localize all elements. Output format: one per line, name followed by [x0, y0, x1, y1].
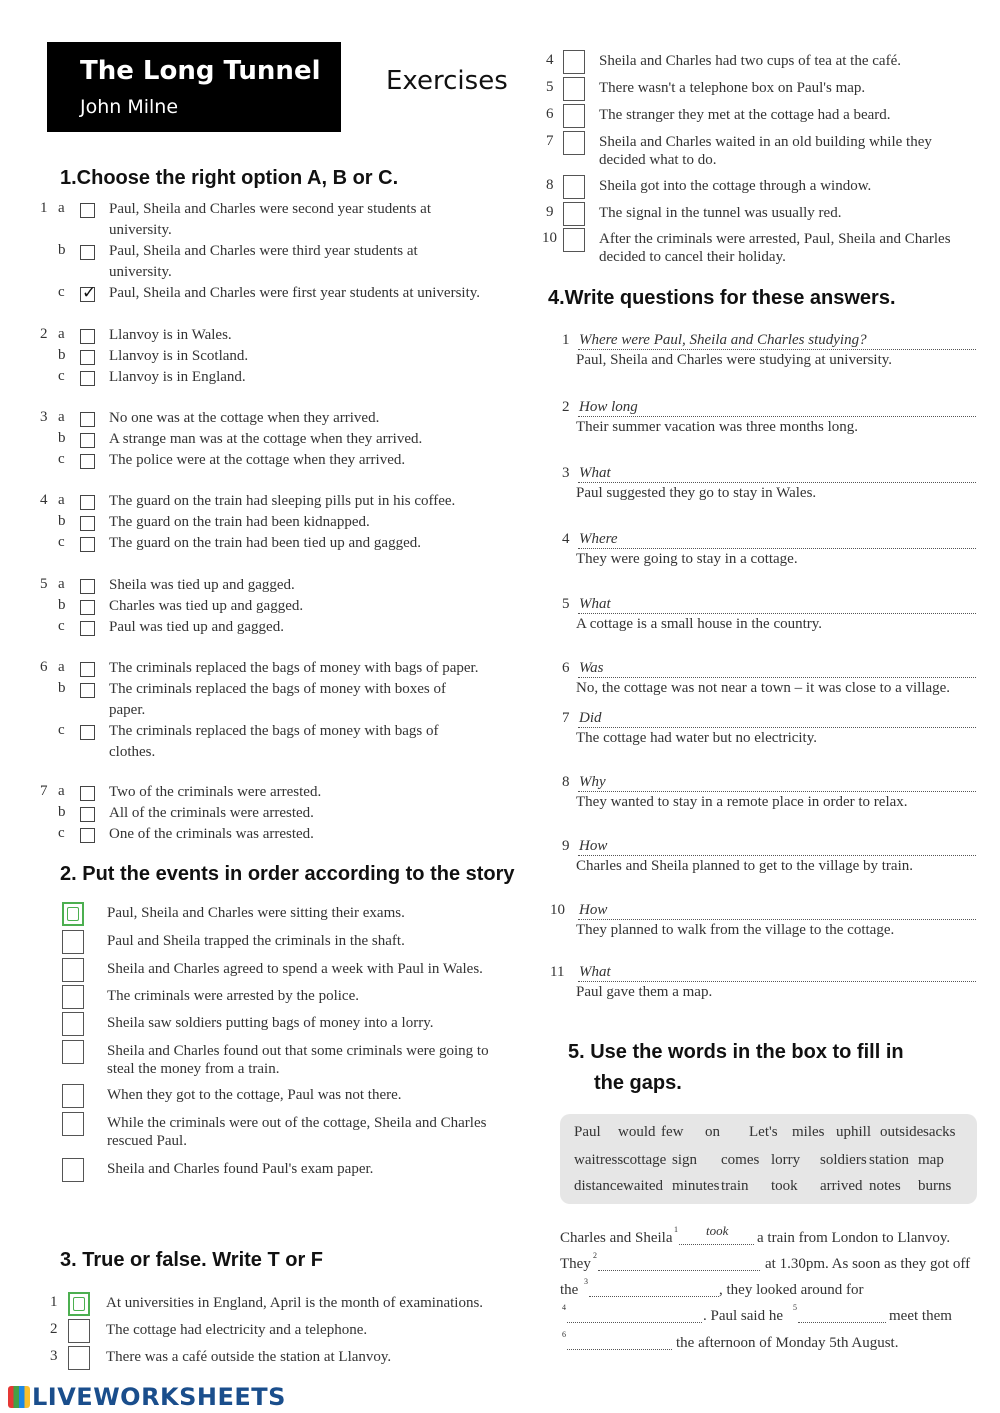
- given-answer: Their summer vacation was three months long.: [576, 419, 859, 435]
- word-box-item: uphill: [836, 1124, 872, 1140]
- option-text: Paul, Sheila and Charles were second year students at: [109, 201, 431, 217]
- question-input-line[interactable]: [578, 855, 976, 856]
- option-checkbox[interactable]: [80, 828, 95, 843]
- option-text: Llanvoy is in Scotland.: [109, 348, 249, 364]
- section5-heading-line1: 5. Use the words in the box to fill in: [568, 1041, 904, 1063]
- tf-text: After the criminals were arrested, Paul, Sheila and Charles: [599, 231, 951, 247]
- event-order-box[interactable]: [62, 902, 84, 926]
- question-prompt: Where were Paul, Sheila and Charles studying?: [579, 332, 867, 348]
- option-text: The criminals replaced the bags of money with boxes of: [109, 681, 446, 697]
- option-letter: b: [58, 680, 66, 696]
- question-number: 8: [562, 774, 570, 790]
- exercises-label: Exercises: [386, 66, 508, 96]
- word-box-item: miles: [792, 1124, 825, 1140]
- option-checkbox[interactable]: [80, 245, 95, 260]
- question-input-line[interactable]: [578, 727, 976, 728]
- option-letter: a: [58, 576, 65, 592]
- option-checkbox[interactable]: [80, 287, 95, 302]
- gap-input-2[interactable]: [598, 1270, 760, 1271]
- question-prompt: What: [579, 465, 611, 481]
- tf-number: 9: [546, 204, 554, 220]
- question-number: 3: [562, 465, 570, 481]
- tf-text: There was a café outside the station at Llanvoy.: [106, 1349, 392, 1365]
- gap-sup-6: 6: [562, 1330, 566, 1339]
- option-letter: a: [58, 409, 65, 425]
- given-answer: A cottage is a small house in the country.: [576, 616, 823, 632]
- tf-number: 2: [50, 1321, 58, 1337]
- tf-number: 4: [546, 52, 554, 68]
- gap-line3-start: the: [560, 1282, 579, 1298]
- option-letter: c: [58, 451, 65, 467]
- tf-answer-box[interactable]: [563, 77, 585, 101]
- option-checkbox[interactable]: [80, 725, 95, 740]
- event-text: The criminals were arrested by the police.: [107, 988, 359, 1004]
- option-letter: a: [58, 783, 65, 799]
- word-box-item: burns: [918, 1178, 952, 1194]
- question-input-line[interactable]: [578, 482, 976, 483]
- section5-heading-line2: the gaps.: [594, 1072, 682, 1094]
- word-box-item: sacks: [923, 1124, 956, 1140]
- event-text: Sheila and Charles agreed to spend a week with Paul in Wales.: [107, 961, 483, 977]
- option-checkbox[interactable]: [80, 329, 95, 344]
- option-text: university.: [109, 222, 172, 238]
- word-box: [560, 1114, 977, 1204]
- option-letter: b: [58, 430, 66, 446]
- event-order-box[interactable]: [62, 1040, 84, 1064]
- gap-line2-start: They: [560, 1256, 591, 1272]
- gap-sup-3: 3: [584, 1277, 588, 1286]
- event-order-box[interactable]: [62, 1112, 84, 1136]
- gap-line4-end: meet them: [889, 1308, 952, 1324]
- question-input-line[interactable]: [578, 791, 976, 792]
- word-box-item: cottage: [623, 1152, 667, 1168]
- event-order-box[interactable]: [62, 985, 84, 1009]
- option-text: Llanvoy is in England.: [109, 369, 246, 385]
- question-prompt: What: [579, 596, 611, 612]
- word-box-item: lorry: [771, 1152, 801, 1168]
- option-text: Paul was tied up and gagged.: [109, 619, 284, 635]
- given-answer: The cottage had water but no electricity.: [576, 730, 818, 746]
- question-number: 2: [562, 399, 570, 415]
- section3-heading: 3. True or false. Write T or F: [60, 1249, 324, 1271]
- option-letter: a: [58, 659, 65, 675]
- question-prompt: Did: [579, 710, 602, 726]
- tf-answer-box[interactable]: [563, 50, 585, 74]
- option-text: Paul, Sheila and Charles were third year students at: [109, 243, 418, 259]
- option-letter: c: [58, 618, 65, 634]
- event-text: Paul, Sheila and Charles were sitting their exams.: [107, 905, 405, 921]
- event-text: Paul and Sheila trapped the criminals in the shaft.: [107, 933, 405, 949]
- question-number: 2: [40, 326, 48, 342]
- question-prompt: How long: [579, 399, 638, 415]
- section4-heading: 4.Write questions for these answers.: [548, 287, 896, 309]
- option-text: The guard on the train had been tied up and gagged.: [109, 535, 421, 551]
- question-number: 7: [40, 783, 48, 799]
- gap-line2-end: at 1.30pm. As soon as they got off: [765, 1256, 971, 1272]
- option-checkbox[interactable]: [80, 433, 95, 448]
- option-checkbox[interactable]: [80, 516, 95, 531]
- event-text: Sheila and Charles found out that some criminals were going to: [107, 1043, 489, 1059]
- option-checkbox[interactable]: [80, 350, 95, 365]
- question-input-line[interactable]: [578, 919, 976, 920]
- option-text: paper.: [109, 702, 146, 718]
- given-answer: They were going to stay in a cottage.: [576, 551, 798, 567]
- liveworksheets-logo-icon: [8, 1386, 30, 1408]
- option-checkbox[interactable]: [80, 807, 95, 822]
- section2-heading: 2. Put the events in order according to the story: [60, 863, 515, 885]
- question-input-line[interactable]: [578, 416, 976, 417]
- option-letter: b: [58, 597, 66, 613]
- event-order-box[interactable]: [62, 958, 84, 982]
- section1-heading: 1.Choose the right option A, B or C.: [60, 167, 399, 189]
- author-name: John Milne: [80, 96, 179, 118]
- gap-sup-1: 1: [674, 1225, 678, 1234]
- question-input-line[interactable]: [578, 548, 976, 549]
- question-number: 6: [562, 660, 570, 676]
- tf-text: The signal in the tunnel was usually red.: [599, 205, 842, 221]
- word-box-item: sign: [672, 1152, 698, 1168]
- option-text: Charles was tied up and gagged.: [109, 598, 304, 614]
- question-number: 5: [562, 596, 570, 612]
- option-text: One of the criminals was arrested.: [109, 826, 314, 842]
- gap-line4-mid: . Paul said he: [703, 1308, 783, 1324]
- gap-line5-end: the afternoon of Monday 5th August.: [676, 1335, 899, 1351]
- event-order-box[interactable]: [62, 930, 84, 954]
- liveworksheets-logo: [8, 1383, 286, 1411]
- question-input-line[interactable]: [578, 613, 976, 614]
- option-checkbox[interactable]: [80, 537, 95, 552]
- word-box-item: minutes: [672, 1178, 720, 1194]
- question-number: 9: [562, 838, 570, 854]
- gap-input-4[interactable]: [567, 1322, 702, 1323]
- word-box-item: arrived: [820, 1178, 863, 1194]
- word-box-item: few: [661, 1124, 684, 1140]
- option-checkbox[interactable]: [80, 579, 95, 594]
- option-checkbox[interactable]: [80, 203, 95, 218]
- tf-number: 3: [50, 1348, 58, 1364]
- word-box-item: Paul: [574, 1124, 601, 1140]
- given-answer: Paul gave them a map.: [576, 984, 713, 1000]
- tf-answer-box[interactable]: [563, 131, 585, 155]
- tf-number: 6: [546, 106, 554, 122]
- tf-text: Sheila got into the cottage through a window.: [599, 178, 872, 194]
- tf-text: Sheila and Charles waited in an old building while they: [599, 134, 932, 150]
- option-letter: a: [58, 326, 65, 342]
- event-text: rescued Paul.: [107, 1133, 187, 1149]
- event-order-box[interactable]: [62, 1012, 84, 1036]
- question-number: 10: [550, 902, 565, 918]
- gap-input-6[interactable]: [567, 1349, 672, 1350]
- tf-answer-box[interactable]: [563, 104, 585, 128]
- event-text: While the criminals were out of the cottage, Sheila and Charles: [107, 1115, 487, 1131]
- tf-answer-box[interactable]: [563, 202, 585, 226]
- question-input-line[interactable]: [578, 677, 976, 678]
- gap-line1-end: a train from London to Llanvoy.: [757, 1230, 951, 1246]
- gap-sup-2: 2: [593, 1251, 597, 1260]
- option-checkbox[interactable]: [80, 412, 95, 427]
- option-text: clothes.: [109, 744, 156, 760]
- option-text: Llanvoy is in Wales.: [109, 327, 232, 343]
- question-number: 11: [550, 964, 565, 980]
- word-box-item: waited: [623, 1178, 663, 1194]
- logo-text: LIVEWORKSHEETS: [32, 1383, 286, 1411]
- option-letter: b: [58, 347, 66, 363]
- question-number: 1: [562, 332, 570, 348]
- option-text: The guard on the train had sleeping pills put in his coffee.: [109, 493, 456, 509]
- option-checkbox[interactable]: [80, 454, 95, 469]
- option-letter: b: [58, 242, 66, 258]
- question-number: 3: [40, 409, 48, 425]
- tf-answer-box[interactable]: [68, 1346, 90, 1370]
- gap-input-1[interactable]: [679, 1244, 754, 1245]
- word-box-item: on: [705, 1124, 720, 1140]
- word-box-item: map: [918, 1152, 944, 1168]
- word-box-item: soldiers: [820, 1152, 867, 1168]
- gap-answer-1: took: [706, 1223, 729, 1238]
- tf-text: The stranger they met at the cottage had a beard.: [599, 107, 891, 123]
- worksheet-title: The Long Tunnel: [80, 56, 321, 86]
- word-box-item: station: [869, 1152, 909, 1168]
- tf-number: 10: [542, 230, 557, 246]
- gap-line3-end: , they looked around for: [719, 1282, 864, 1298]
- option-checkbox[interactable]: [80, 683, 95, 698]
- option-checkbox[interactable]: [80, 600, 95, 615]
- tf-number: 8: [546, 177, 554, 193]
- tf-answer-box[interactable]: [563, 228, 585, 252]
- option-text: The guard on the train had been kidnapped.: [109, 514, 370, 530]
- option-checkbox[interactable]: [80, 662, 95, 677]
- given-answer: No, the cottage was not near a town – it was close to a village.: [576, 680, 951, 696]
- gap-input-5[interactable]: [798, 1322, 886, 1323]
- event-order-box[interactable]: [62, 1084, 84, 1108]
- word-box-item: distance: [574, 1178, 624, 1194]
- tf-answer-box[interactable]: [68, 1292, 90, 1316]
- word-box-item: Let's: [749, 1124, 778, 1140]
- given-answer: They planned to walk from the village to the cottage.: [576, 922, 895, 938]
- question-number: 1: [40, 200, 48, 216]
- option-text: Two of the criminals were arrested.: [109, 784, 322, 800]
- question-input-line[interactable]: [578, 981, 976, 982]
- word-box-item: took: [771, 1178, 798, 1194]
- option-letter: c: [58, 722, 65, 738]
- given-answer: Paul suggested they go to stay in Wales.: [576, 485, 817, 501]
- tf-number: 7: [546, 133, 554, 149]
- word-box-item: notes: [869, 1178, 901, 1194]
- option-letter: c: [58, 284, 65, 300]
- option-text: Paul, Sheila and Charles were first year students at university.: [109, 285, 481, 301]
- tf-answer-box[interactable]: [563, 175, 585, 199]
- tf-text: Sheila and Charles had two cups of tea at the café.: [599, 53, 901, 69]
- option-letter: c: [58, 825, 65, 841]
- option-letter: c: [58, 534, 65, 550]
- event-text: Sheila saw soldiers putting bags of money into a lorry.: [107, 1015, 434, 1031]
- question-number: 4: [40, 492, 48, 508]
- question-prompt: Was: [579, 660, 604, 676]
- word-box-item: train: [721, 1178, 749, 1194]
- tf-text: There wasn't a telephone box on Paul's map.: [599, 80, 866, 96]
- option-text: No one was at the cottage when they arrived.: [109, 410, 380, 426]
- option-letter: b: [58, 804, 66, 820]
- word-box-item: would: [618, 1124, 656, 1140]
- tf-number: 5: [546, 79, 554, 95]
- question-prompt: How: [579, 902, 608, 918]
- word-box-item: outside: [880, 1124, 924, 1140]
- tf-text: decided to cancel their holiday.: [599, 249, 786, 265]
- option-letter: a: [58, 200, 65, 216]
- tf-number: 1: [50, 1294, 58, 1310]
- option-text: The criminals replaced the bags of money with bags of: [109, 723, 439, 739]
- option-text: A strange man was at the cottage when they arrived.: [109, 431, 423, 447]
- tf-answer-box[interactable]: [68, 1319, 90, 1343]
- given-answer: Charles and Sheila planned to get to the village by train.: [576, 858, 913, 874]
- option-text: All of the criminals were arrested.: [109, 805, 314, 821]
- question-number: 4: [562, 531, 570, 547]
- title-block: [47, 42, 341, 132]
- option-checkbox[interactable]: [80, 621, 95, 636]
- gap-line1-start: Charles and Sheila: [560, 1230, 673, 1246]
- tf-text: At universities in England, April is the month of examinations.: [106, 1295, 484, 1311]
- tf-text: The cottage had electricity and a telephone.: [106, 1322, 368, 1338]
- question-prompt: Where: [579, 531, 618, 547]
- gap-input-3[interactable]: [589, 1296, 719, 1297]
- question-number: 7: [562, 710, 570, 726]
- option-text: Sheila was tied up and gagged.: [109, 577, 295, 593]
- event-order-box[interactable]: [62, 1158, 84, 1182]
- given-answer: They wanted to stay in a remote place in order to relax.: [576, 794, 908, 810]
- option-text: The police were at the cottage when they arrived.: [109, 452, 406, 468]
- word-box-item: waitress: [574, 1152, 624, 1168]
- question-prompt: Why: [579, 774, 606, 790]
- question-number: 6: [40, 659, 48, 675]
- question-input-line[interactable]: [578, 349, 976, 350]
- gap-sup-4: 4: [562, 1303, 566, 1312]
- question-prompt: How: [579, 838, 608, 854]
- option-checkbox[interactable]: [80, 495, 95, 510]
- option-text: university.: [109, 264, 172, 280]
- option-letter: c: [58, 368, 65, 384]
- option-letter: a: [58, 492, 65, 508]
- option-text: The criminals replaced the bags of money with bags of paper.: [109, 660, 479, 676]
- event-text: steal the money from a train.: [107, 1061, 280, 1077]
- question-number: 5: [40, 576, 48, 592]
- word-box-item: comes: [721, 1152, 760, 1168]
- event-text: When they got to the cottage, Paul was not there.: [107, 1087, 402, 1103]
- given-answer: Paul, Sheila and Charles were studying at university.: [576, 352, 893, 368]
- option-checkbox[interactable]: [80, 786, 95, 801]
- event-text: Sheila and Charles found Paul's exam paper.: [107, 1161, 374, 1177]
- option-letter: b: [58, 513, 66, 529]
- option-checkbox[interactable]: [80, 371, 95, 386]
- question-prompt: What: [579, 964, 611, 980]
- gap-sup-5: 5: [793, 1303, 797, 1312]
- tf-text: decided what to do.: [599, 152, 717, 168]
